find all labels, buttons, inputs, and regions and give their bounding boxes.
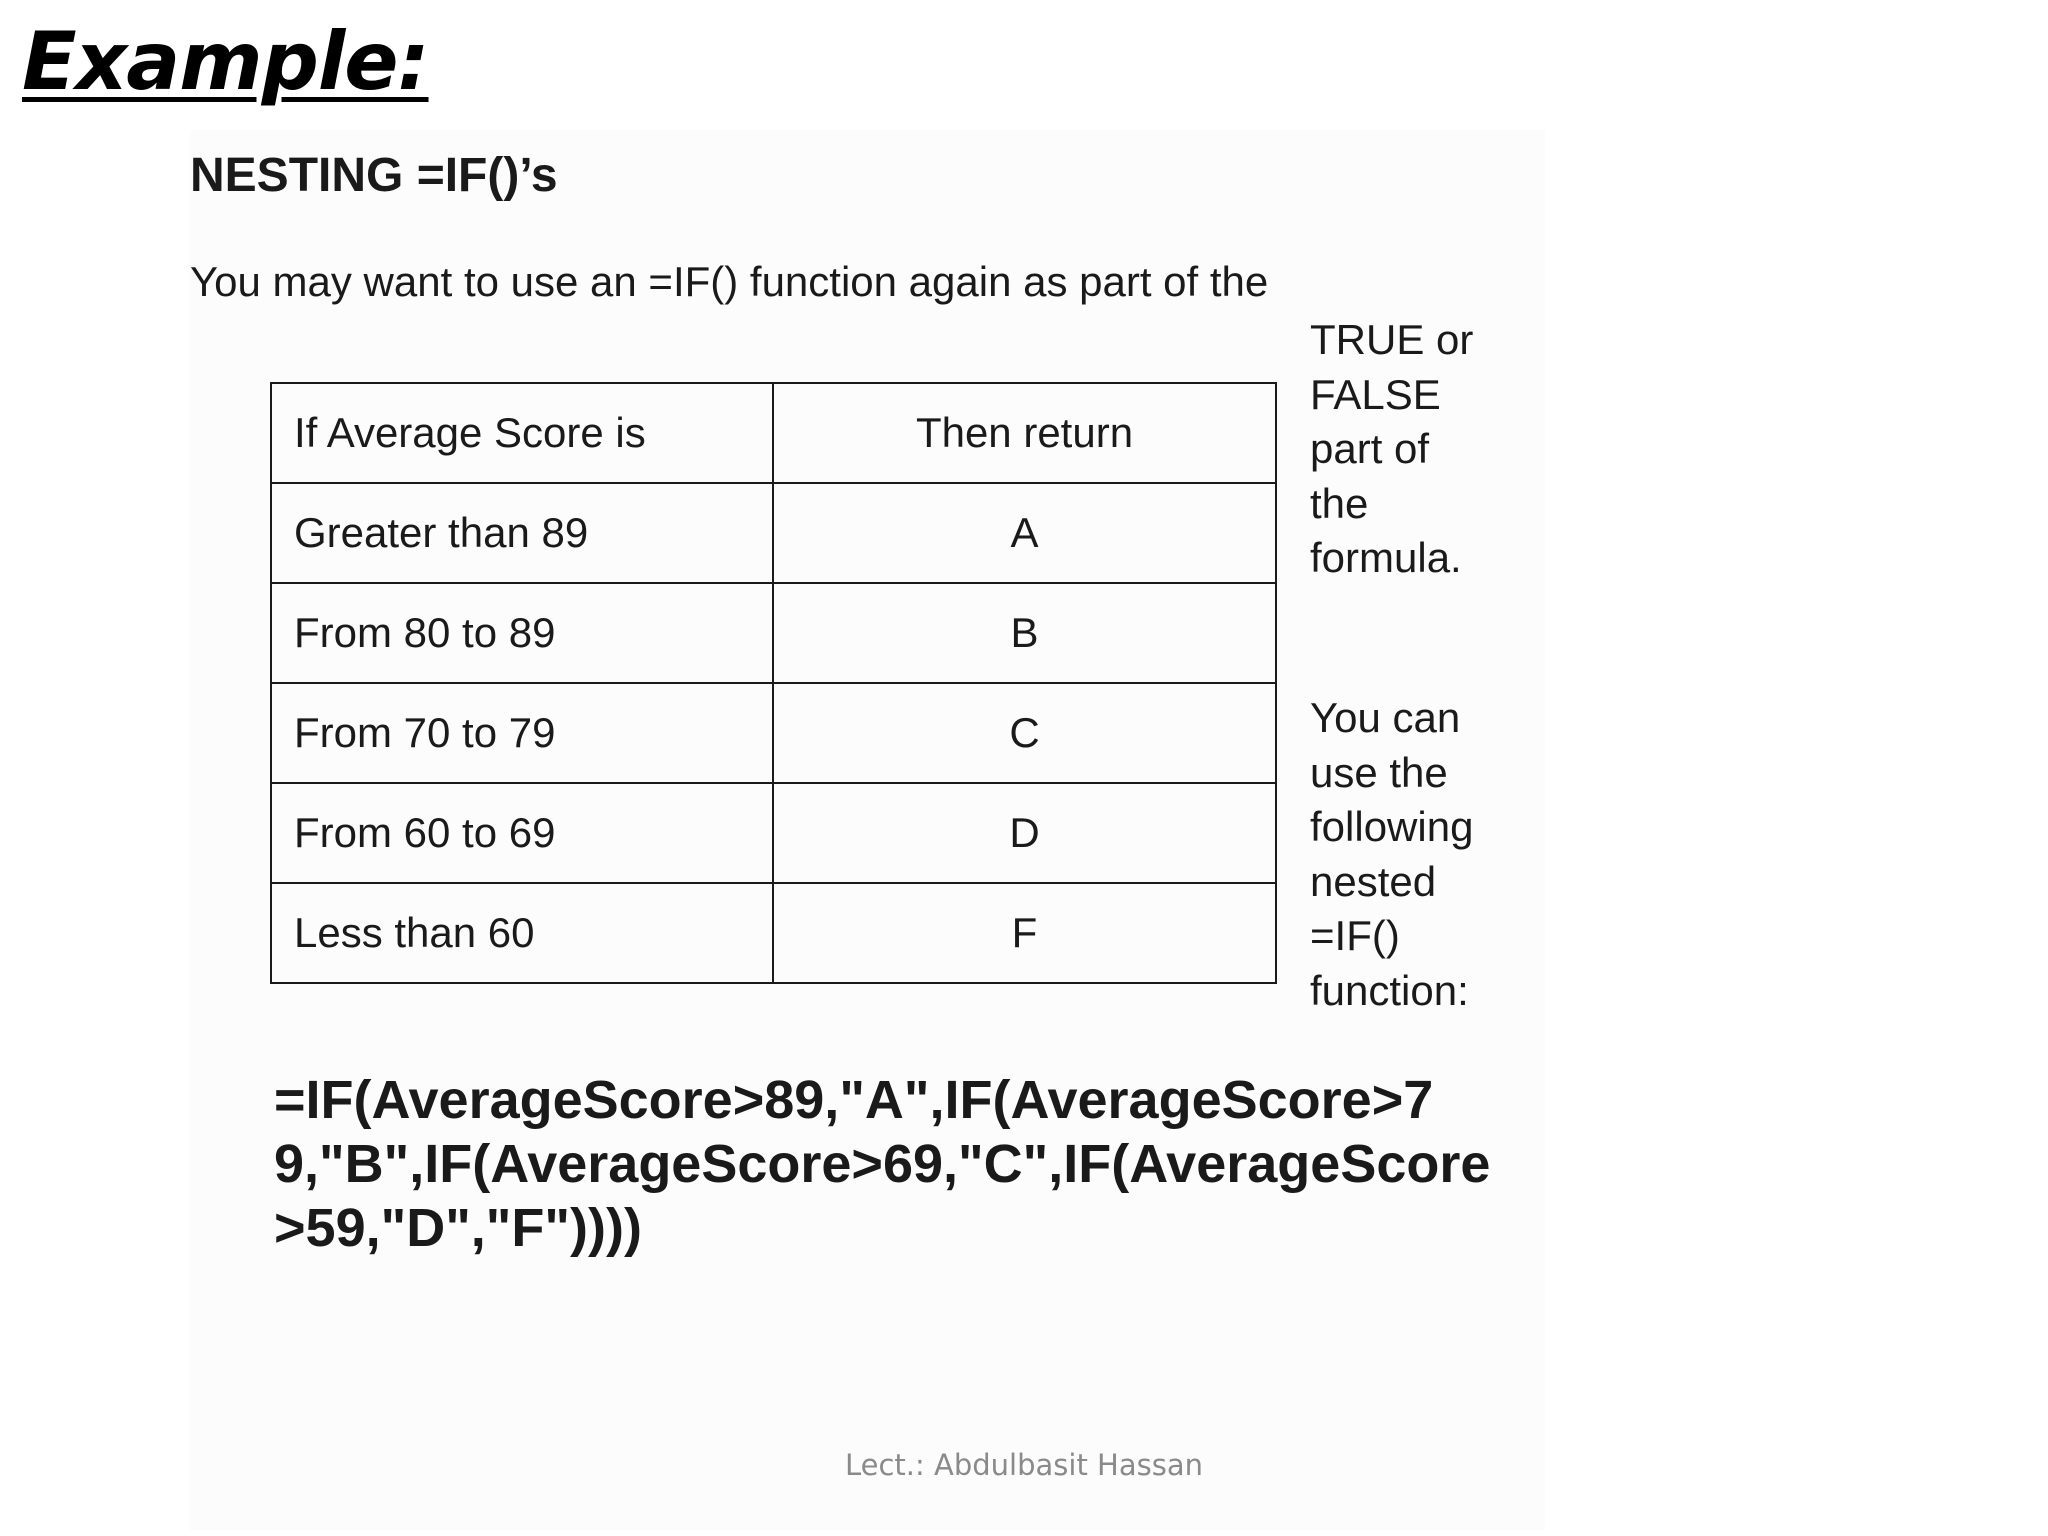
table-row [271, 883, 1276, 983]
section-heading: NESTING =IF()’s [190, 149, 558, 202]
table-row [271, 583, 1276, 683]
score-range-cell: From 70 to 79 [271, 683, 773, 783]
intro-text: You may want to use an =IF() function again as part of the [190, 258, 1269, 305]
column-header-score: If Average Score is [271, 383, 773, 483]
column-header-return: Then return [773, 383, 1276, 483]
score-range-cell: Less than 60 [271, 883, 773, 983]
table-row [271, 683, 1276, 783]
grade-cell: F [773, 883, 1276, 983]
side-note-nested-if: You can use the following nested =IF() function: [1310, 694, 1474, 1014]
slide-title: Example: [22, 15, 429, 108]
score-range-cell: From 60 to 69 [271, 783, 773, 883]
table-row [271, 783, 1276, 883]
table-header-row [271, 383, 1276, 483]
score-range-cell: From 80 to 89 [271, 583, 773, 683]
grade-cell: C [773, 683, 1276, 783]
side-note-true-false: TRUE or FALSE part of the formula. [1310, 316, 1474, 581]
table-row [271, 483, 1276, 583]
grade-cell: D [773, 783, 1276, 883]
grade-cell: B [773, 583, 1276, 683]
score-range-cell: Greater than 89 [271, 483, 773, 583]
footer-lecturer: Lect.: Abdulbasit Hassan [845, 1448, 1203, 1482]
grade-cell: A [773, 483, 1276, 583]
nested-if-formula: =IF(AverageScore>89,"A",IF(AverageScore>79,"B",IF(AverageScore>69,"C",IF(AverageScore>59,"D","F")))) [274, 1070, 1491, 1258]
grade-table [270, 382, 1277, 984]
